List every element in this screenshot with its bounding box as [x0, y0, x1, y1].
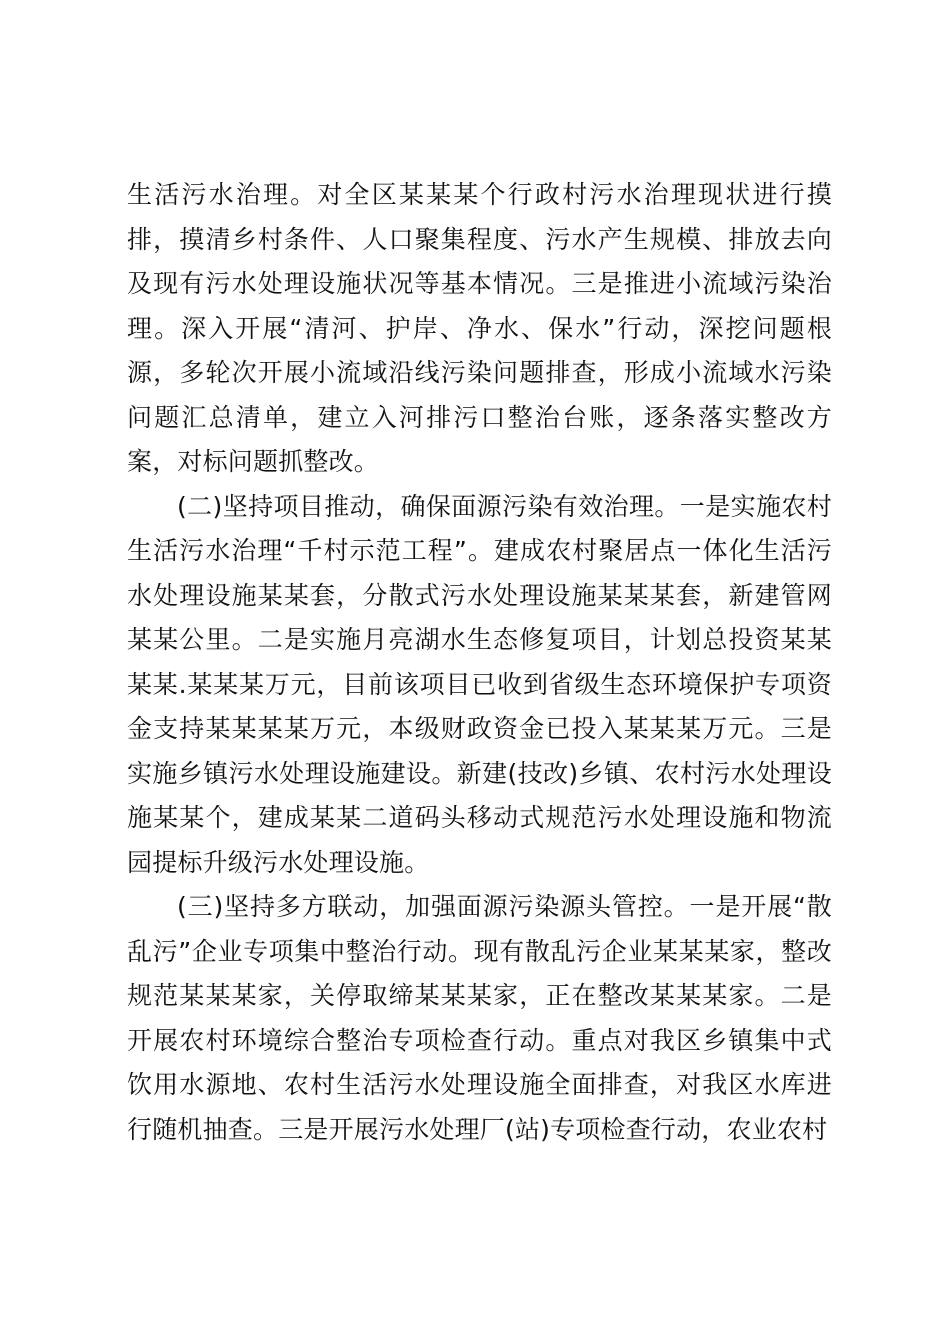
document-body — [127, 173, 832, 1152]
paragraph-1: 生活污水治理。对全区某某某个行政村污水治理现状进行摸排，摸清乡村条件、人口聚集程度、污水产生规模、排放去向及现有污水处理设施状况等基本情况。三是推进小流域污染治理。深入开展“清河、护岸、净水、保水”行动，深挖问题根源，多轮次开展小流域沿线污染问题排查，形成小流域水污染问题汇总清单，建立入河排污口整治台账，逐条落实整改方案，对标问题抓整改。 — [127, 180, 832, 476]
paragraph-2: (二)坚持项目推动，确保面源污染有效治理。一是实施农村生活污水治理“千村示范工程”。建成农村聚居点一体化生活污水处理设施某某套，分散式污水处理设施某某某套，新建管网某某公里。二是实施月亮湖水生态修复项目，计划总投资某某某某.某某某万元，目前该项目已收到省级生态环境保护专项资金支持某某某某万元，本级财政资金已投入某某某万元。三是实施乡镇污水处理设施建设。新建(技改)乡镇、农村污水处理设施某某个，建成某某二道码头移动式规范污水处理设施和物流园提标升级污水处理设施。 — [127, 491, 832, 877]
paragraph-3: (三)坚持多方联动，加强面源污染源头管控。一是开展“散乱污”企业专项集中整治行动。现有散乱污企业某某某家，整改规范某某某家，关停取缔某某某家，正在整改某某某家。二是开展农村环境综合整治专项检查行动。重点对我区乡镇集中式饮用水源地、农村生活污水处理设施全面排查，对我区水库进行随机抽查。三是开展污水处理厂(站)专项检查行动，农业农村 — [127, 892, 832, 1144]
